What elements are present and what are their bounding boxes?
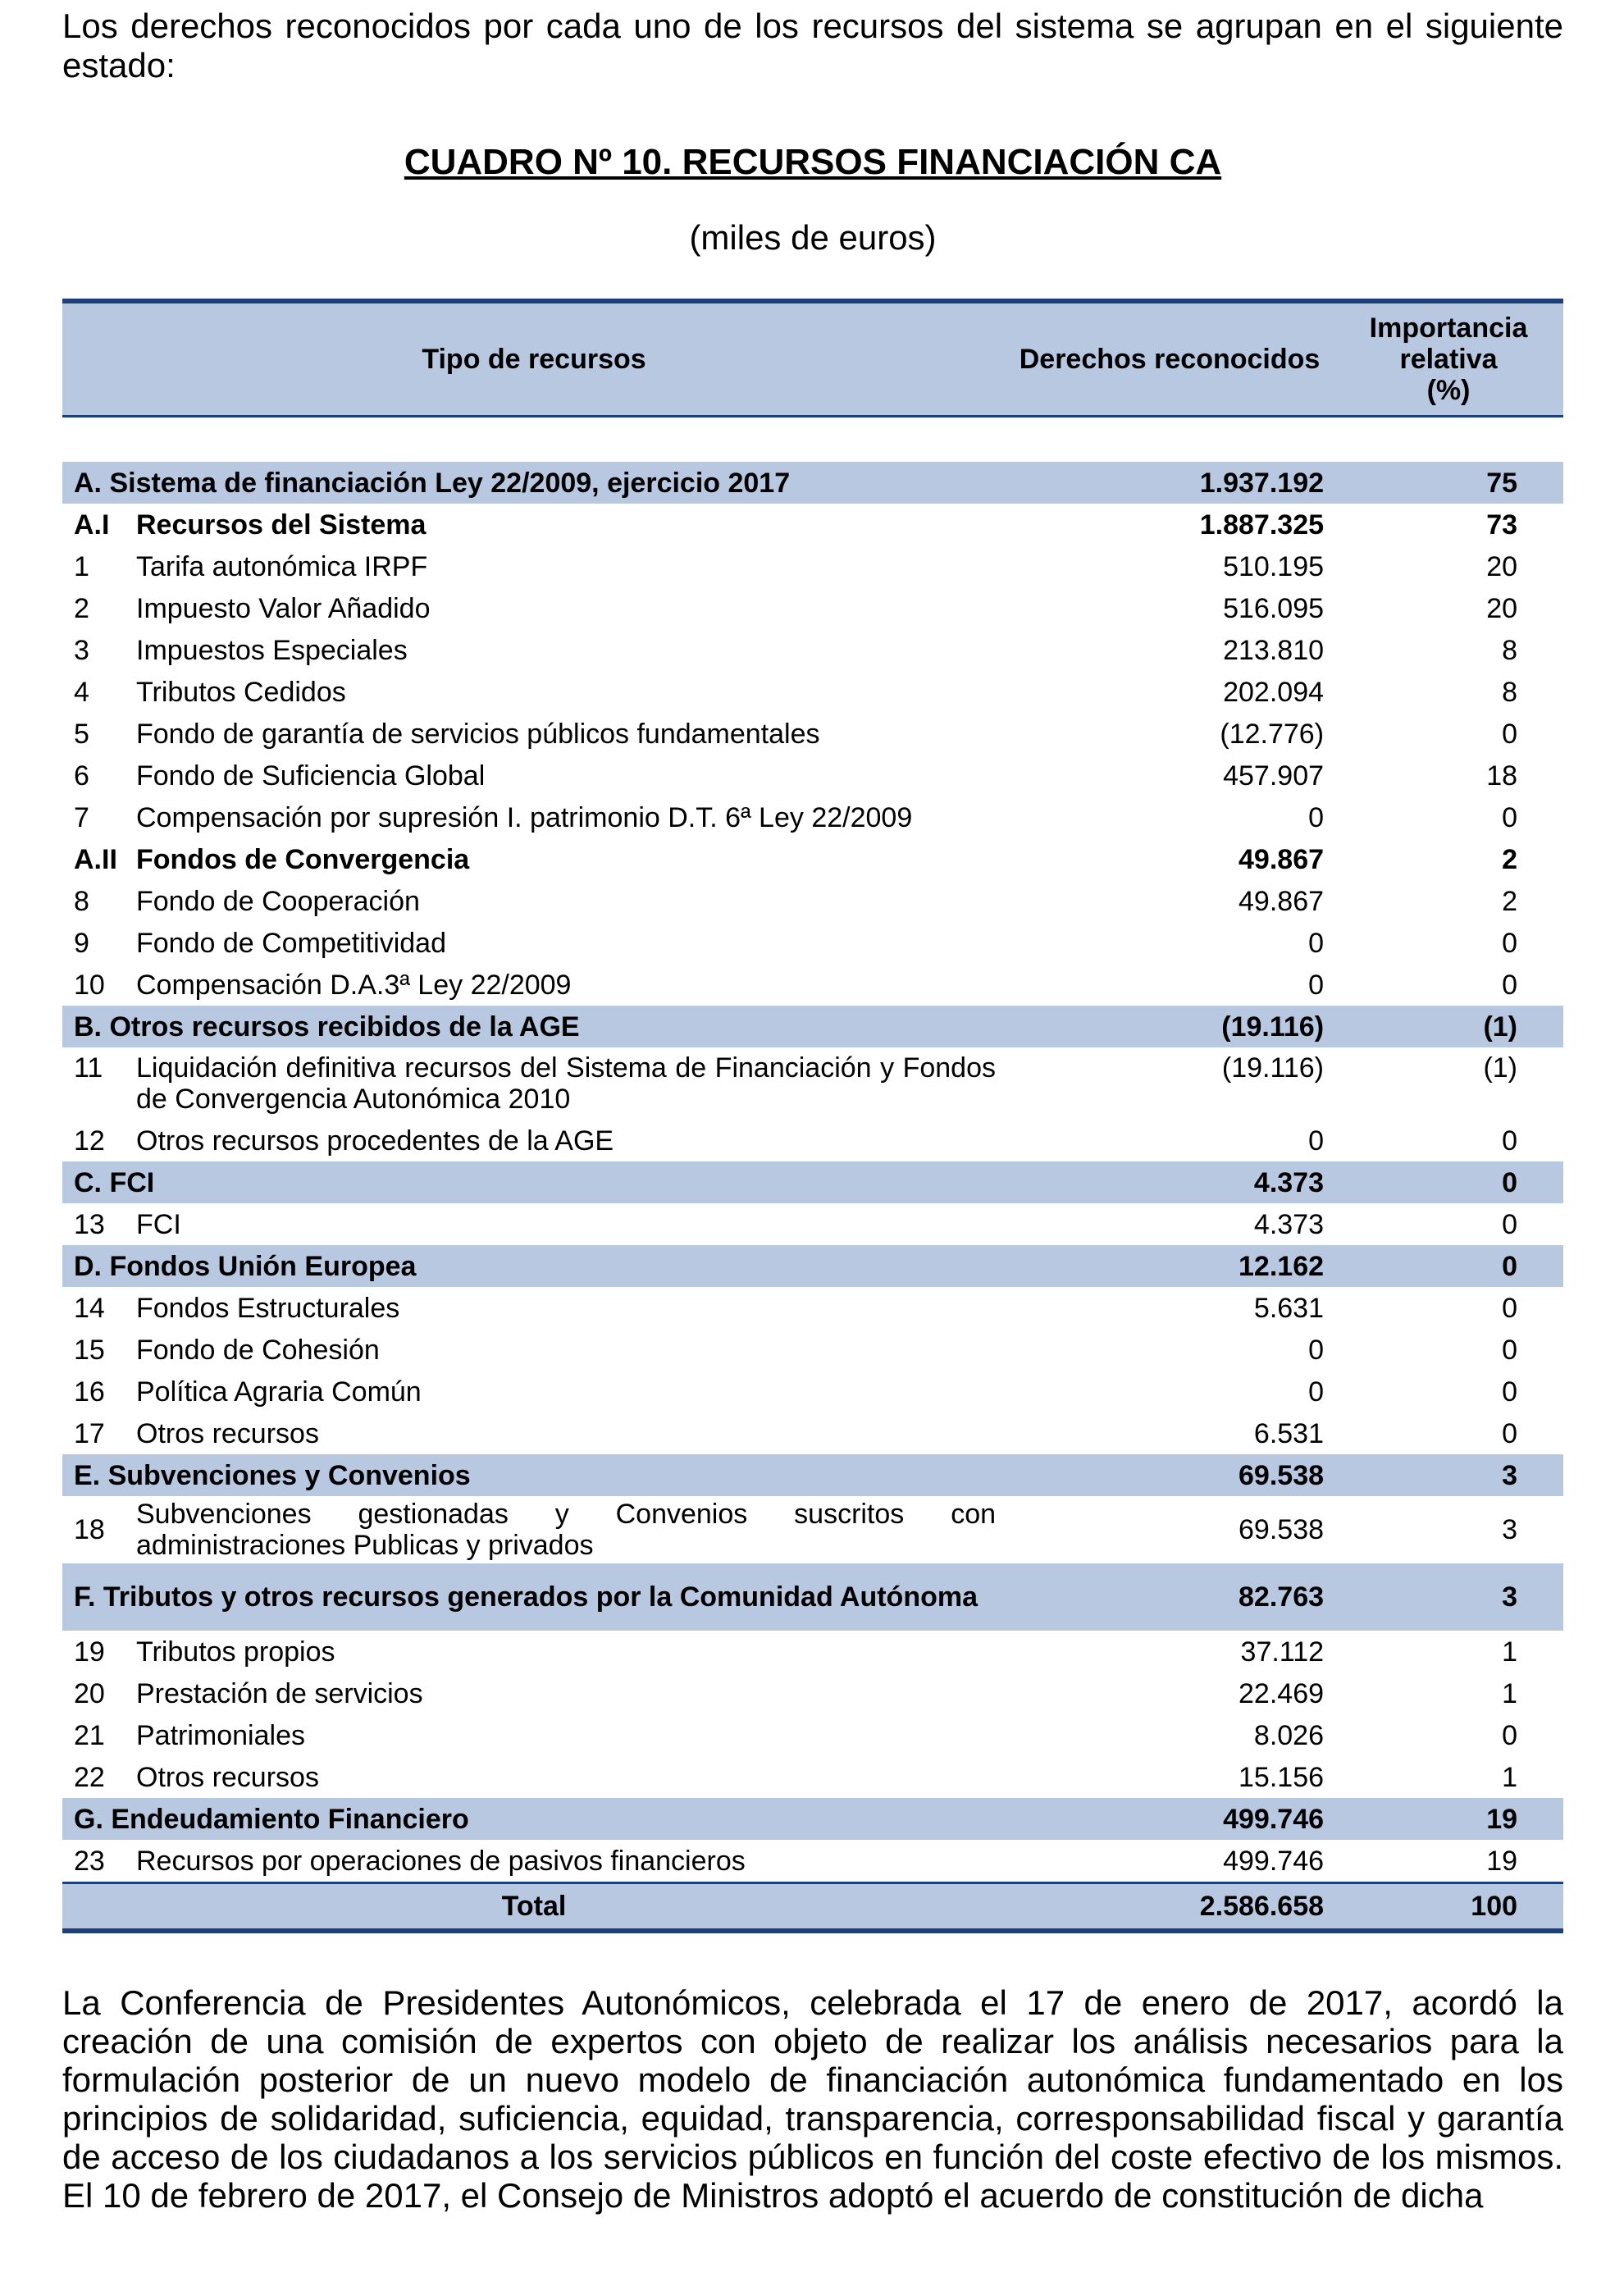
row-code: 21 [74,1719,105,1751]
row-value: 499.746 [1006,1798,1334,1840]
row-pct: (1) [1334,1006,1563,1047]
header-derechos: Derechos reconocidos [1006,301,1334,417]
table-row [62,1120,1563,1161]
row-pct: 0 [1502,1334,1518,1366]
intro-paragraph [62,7,1563,85]
row-pct: 0 [1502,1376,1518,1408]
row-value: 69.538 [1239,1514,1325,1545]
row-label: Prestación de servicios [136,1677,423,1709]
row-label: FCI [136,1208,181,1240]
row-value: 0 [1308,801,1325,833]
table-row [62,1371,1563,1412]
row-label: A. Sistema de financiación Ley 22/2009, ejercicio 2017 [62,462,1006,504]
table-row [62,880,1563,922]
row-label: Recursos del Sistema [136,509,427,541]
row-label: D. Fondos Unión Europea [62,1245,1006,1287]
row-value: 213.810 [1223,634,1325,666]
table-row [62,1496,1563,1563]
row-value: 1.887.325 [1199,509,1325,541]
table-row [62,545,1563,587]
header-tipo: Tipo de recursos [62,301,1006,417]
row-code: 9 [74,927,89,959]
row-label: Tributos propios [136,1636,335,1668]
row-label: C. FCI [62,1161,1006,1203]
intro-text: Los derechos reconocidos por cada uno de los recursos del sistema se agrupan en el siguiente estado: [62,7,1563,84]
row-pct: 20 [1486,592,1518,624]
row-pct: 8 [1502,676,1518,708]
subsection-row [62,838,1563,880]
row-pct: 2 [1502,885,1518,917]
row-pct: 75 [1334,462,1563,504]
row-value: 499.746 [1223,1845,1325,1877]
row-code: 18 [74,1514,105,1545]
row-value: 202.094 [1223,676,1325,708]
row-label: Liquidación definitiva recursos del Sistema de Financiación y Fondos de Convergencia Autonómica 2010 [136,1052,997,1115]
row-label: F. Tributos y otros recursos generados por la Comunidad Autónoma [62,1563,1006,1631]
row-value: 49.867 [1239,843,1325,875]
row-code: 16 [74,1376,105,1408]
row-pct: 18 [1486,760,1518,792]
table-row [62,1714,1563,1756]
total-pct: 100 [1334,1883,1563,1932]
section-row [62,1245,1563,1287]
row-label: G. Endeudamiento Financiero [62,1798,1006,1840]
table-row [62,1203,1563,1245]
row-label: Otros recursos procedentes de la AGE [136,1125,614,1157]
row-code: 12 [74,1125,105,1157]
table-row [62,1840,1563,1883]
header-importancia-line2: relativa [1399,344,1498,375]
row-value: 15.156 [1239,1761,1325,1793]
row-pct: 1 [1502,1677,1518,1709]
section-row [62,1006,1563,1047]
row-code: 8 [74,885,89,917]
table-row [62,1329,1563,1371]
row-code: 23 [74,1845,105,1877]
row-label: Patrimoniales [136,1719,305,1751]
row-code: A.I [74,509,110,541]
row-code: 6 [74,760,89,792]
row-code: 1 [74,550,89,582]
row-label: Compensación D.A.3ª Ley 22/2009 [136,969,572,1001]
header-importancia [1334,301,1563,417]
row-pct: 3 [1502,1514,1518,1545]
row-code: 20 [74,1677,105,1709]
table-header [62,301,1563,417]
row-pct: 0 [1502,1208,1518,1240]
row-value: 4.373 [1006,1161,1334,1203]
row-value: 22.469 [1239,1677,1325,1709]
row-pct: 0 [1502,1417,1518,1449]
row-label: Fondo de Cohesión [136,1334,380,1366]
row-value: 82.763 [1006,1563,1334,1631]
row-code: 4 [74,676,89,708]
row-value: 510.195 [1223,550,1325,582]
row-value: 0 [1308,1376,1325,1408]
section-row [62,1161,1563,1203]
table-row [62,629,1563,671]
row-value: 12.162 [1006,1245,1334,1287]
table-row [62,1047,1563,1120]
row-label: Otros recursos [136,1761,319,1793]
row-label: Fondo de Competitividad [136,927,447,959]
row-value: 49.867 [1239,885,1325,917]
section-row [62,1454,1563,1496]
table-row [62,587,1563,629]
table-row [62,922,1563,964]
row-code: 11 [74,1052,103,1084]
row-value: 0 [1308,1334,1325,1366]
table-footer [62,1883,1563,1932]
row-value: 69.538 [1006,1454,1334,1496]
row-code: 17 [74,1417,105,1449]
row-code: 10 [74,969,105,1001]
row-pct: 3 [1334,1563,1563,1631]
row-label: Tarifa autonómica IRPF [136,550,428,582]
row-label: Tributos Cedidos [136,676,346,708]
row-value: 0 [1308,1125,1325,1157]
row-pct: 0 [1502,718,1518,750]
row-code: 3 [74,634,89,666]
row-value: (19.116) [1221,1052,1325,1084]
row-pct: 1 [1502,1761,1518,1793]
row-label: Fondos de Convergencia [136,843,470,875]
row-pct: (1) [1483,1052,1518,1084]
row-label: E. Subvenciones y Convenios [62,1454,1006,1496]
row-label: Fondos Estructurales [136,1292,400,1324]
row-pct: 2 [1502,843,1518,875]
row-value: 0 [1308,969,1325,1001]
row-pct: 19 [1334,1798,1563,1840]
row-value: (19.116) [1006,1006,1334,1047]
section-row [62,1798,1563,1840]
row-pct: 0 [1334,1245,1563,1287]
row-code: 13 [74,1208,105,1240]
row-code: 7 [74,801,89,833]
row-pct: 1 [1502,1636,1518,1668]
row-label: Fondo de garantía de servicios públicos fundamentales [136,718,820,750]
row-code: A.II [74,843,117,875]
row-code: 15 [74,1334,105,1366]
table-row [62,1287,1563,1329]
row-pct: 19 [1486,1845,1518,1877]
subsection-row [62,504,1563,545]
table-row [62,1672,1563,1714]
row-label: Impuestos Especiales [136,634,408,666]
closing-text: La Conferencia de Presidentes Autonómicos, celebrada el 17 de enero de 2017, acordó la creación de una comisión de expertos con objeto de realizar los análisis necesarios para la formulación posterior de un nuevo modelo de financiación autonómica fundamentado en los principios de solidaridad, suficiencia, equidad, transparencia, corresponsabilidad fiscal y garantía de acceso de los ciudadanos a los servicios públicos en función del coste efectivo de los mismos. El 10 de febrero de 2017, el Consejo de Ministros adoptó el acuerdo de constitución de dicha [62,1983,1563,2215]
row-code: 14 [74,1292,105,1324]
row-code: 22 [74,1761,105,1793]
row-pct: 0 [1502,1125,1518,1157]
row-label: B. Otros recursos recibidos de la AGE [62,1006,1006,1047]
row-value: 8.026 [1253,1719,1325,1751]
row-code: 19 [74,1636,105,1668]
row-label: Compensación por supresión I. patrimonio D.T. 6ª Ley 22/2009 [136,801,913,833]
row-value: 457.907 [1223,760,1325,792]
row-label: Subvenciones gestionadas y Convenios suscritos con administraciones Publicas y privados [136,1499,997,1561]
row-pct: 0 [1502,969,1518,1001]
row-pct: 0 [1502,1292,1518,1324]
table-unit: (miles de euros) [689,218,937,257]
row-pct: 0 [1502,927,1518,959]
header-importancia-line3: (%) [1426,375,1471,406]
table-row [62,755,1563,796]
row-label: Otros recursos [136,1417,319,1449]
closing-paragraph [62,1983,1563,2215]
table-body [62,417,1563,1883]
row-pct: 8 [1502,634,1518,666]
row-value: 1.937.192 [1006,462,1334,504]
row-label: Recursos por operaciones de pasivos financieros [136,1845,746,1877]
table-row [62,1756,1563,1798]
row-code: 5 [74,718,89,750]
row-value: 0 [1308,927,1325,959]
resources-table [62,299,1563,1933]
table-row [62,1412,1563,1454]
row-value: 6.531 [1253,1417,1325,1449]
total-label: Total [62,1883,1006,1932]
row-value: 5.631 [1253,1292,1325,1324]
row-label: Fondo de Suficiencia Global [136,760,486,792]
row-value: 4.373 [1253,1208,1325,1240]
total-value: 2.586.658 [1006,1883,1334,1932]
table-title: CUADRO Nº 10. RECURSOS FINANCIACIÓN CA [404,142,1222,182]
row-pct: 73 [1486,509,1518,541]
table-row [62,671,1563,713]
spacer-row [62,417,1563,463]
row-value: 37.112 [1240,1636,1325,1668]
table-row [62,964,1563,1006]
row-pct: 0 [1334,1161,1563,1203]
row-label: Impuesto Valor Añadido [136,592,431,624]
total-row [62,1883,1563,1932]
row-value: 516.095 [1223,592,1325,624]
section-row [62,462,1563,504]
row-value: (12.776) [1220,718,1325,750]
resources-table-wrapper [62,299,1563,1933]
row-pct: 0 [1502,801,1518,833]
section-row [62,1563,1563,1631]
row-label: Fondo de Cooperación [136,885,420,917]
row-pct: 20 [1486,550,1518,582]
table-row [62,713,1563,755]
header-importancia-line1: Importancia [1369,313,1528,344]
row-code: 2 [74,592,89,624]
table-row [62,1631,1563,1672]
row-pct: 3 [1334,1454,1563,1496]
row-pct: 0 [1502,1719,1518,1751]
row-label: Política Agraria Común [136,1376,422,1408]
table-row [62,796,1563,838]
